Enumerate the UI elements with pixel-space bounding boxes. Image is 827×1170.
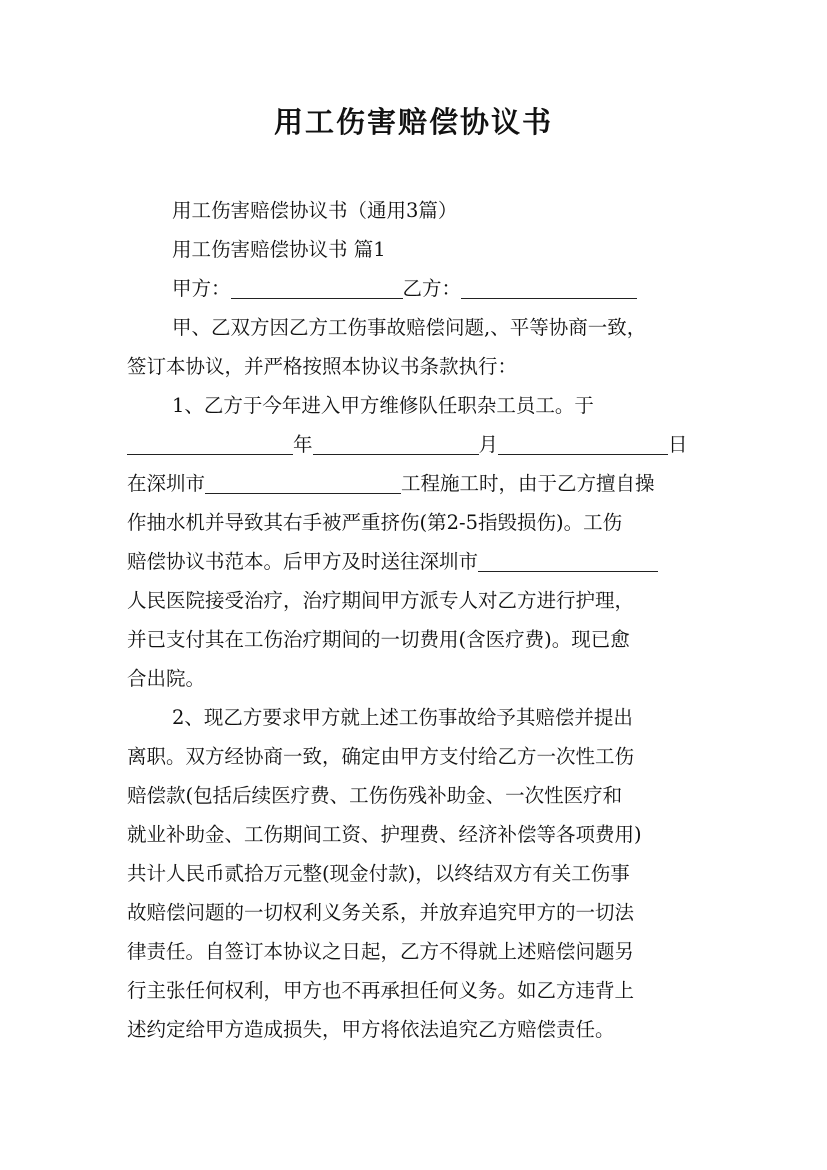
intro-line-1: 甲、乙双方因乙方工伤事故赔偿问题,、平等协商一致，: [172, 316, 647, 339]
clause2-line-4: 就业补助金、工伤期间工资、护理费、经济补偿等各项费用): [127, 823, 642, 846]
city-prefix: 在深圳市: [127, 472, 206, 495]
city-line: [127, 465, 707, 503]
clause2-line-2: 离职。双方经协商一致，确定由甲方支付给乙方一次性工伤: [127, 745, 635, 768]
month-label: 月: [478, 433, 499, 456]
party-a-blank: [231, 278, 403, 299]
city-suffix: 工程施工时，由于乙方擅自操: [401, 472, 655, 495]
year-label: 年: [293, 433, 313, 456]
project-blank: [205, 473, 401, 494]
party-b-label: 乙方：: [402, 277, 462, 300]
clause2-line-9: 述约定给甲方造成损失，甲方将依法追究乙方赔偿责任。: [127, 1018, 615, 1041]
day-label: 日: [668, 433, 688, 456]
clause1-line-4: 作抽水机并导致其右手被严重挤伤(第2-5指毁损伤)。工伤: [127, 511, 623, 534]
month-blank: [313, 434, 479, 455]
clause2-line-5: 共计人民币贰拾万元整(现金付款)，以终结双方有关工伤事: [127, 862, 630, 885]
subtitle: 用工伤害赔偿协议书（通用3篇）: [172, 199, 458, 222]
day-blank: [498, 434, 668, 455]
clause2-line-1: 2、现乙方要求甲方就上述工伤事故给予其赔偿并提出: [172, 706, 633, 729]
year-blank: [127, 434, 293, 455]
hospital-blank: [478, 551, 658, 572]
clause1-rest-2: 并已支付其在工伤治疗期间的一切费用(含医疗费)。现已愈: [127, 628, 630, 651]
clause2-line-6: 故赔偿问题的一切权利义务关系，并放弃追究甲方的一切法: [127, 901, 635, 924]
parties-line: [172, 270, 752, 308]
hospital-line: [127, 543, 707, 581]
intro-line-2: 签订本协议，并严格按照本协议书条款执行：: [127, 355, 518, 378]
clause1-rest-1: 人民医院接受治疗，治疗期间甲方派专人对乙方进行护理，: [127, 589, 635, 612]
document-title: 用工伤害赔偿协议书: [273, 105, 553, 139]
clause2-line-8: 行主张任何权利，甲方也不再承担任何义务。如乙方违背上: [127, 979, 635, 1002]
clause2-line-3: 赔偿款(包括后续医疗费、工伤伤残补助金、一次性医疗和: [127, 784, 623, 807]
clause1-rest-3: 合出院。: [127, 667, 206, 690]
date-line: [127, 426, 707, 464]
hospital-prefix: 赔偿协议书范本。后甲方及时送往深圳市: [127, 550, 479, 573]
party-a-label: 甲方：: [172, 277, 231, 300]
clause1-line-1: 1、乙方于今年进入甲方维修队任职杂工员工。于: [172, 394, 594, 417]
clause2-line-7: 律责任。自签订本协议之日起，乙方不得就上述赔偿问题另: [127, 940, 635, 963]
party-b-blank: [461, 278, 637, 299]
part-heading: 用工伤害赔偿协议书 篇1: [172, 238, 386, 261]
